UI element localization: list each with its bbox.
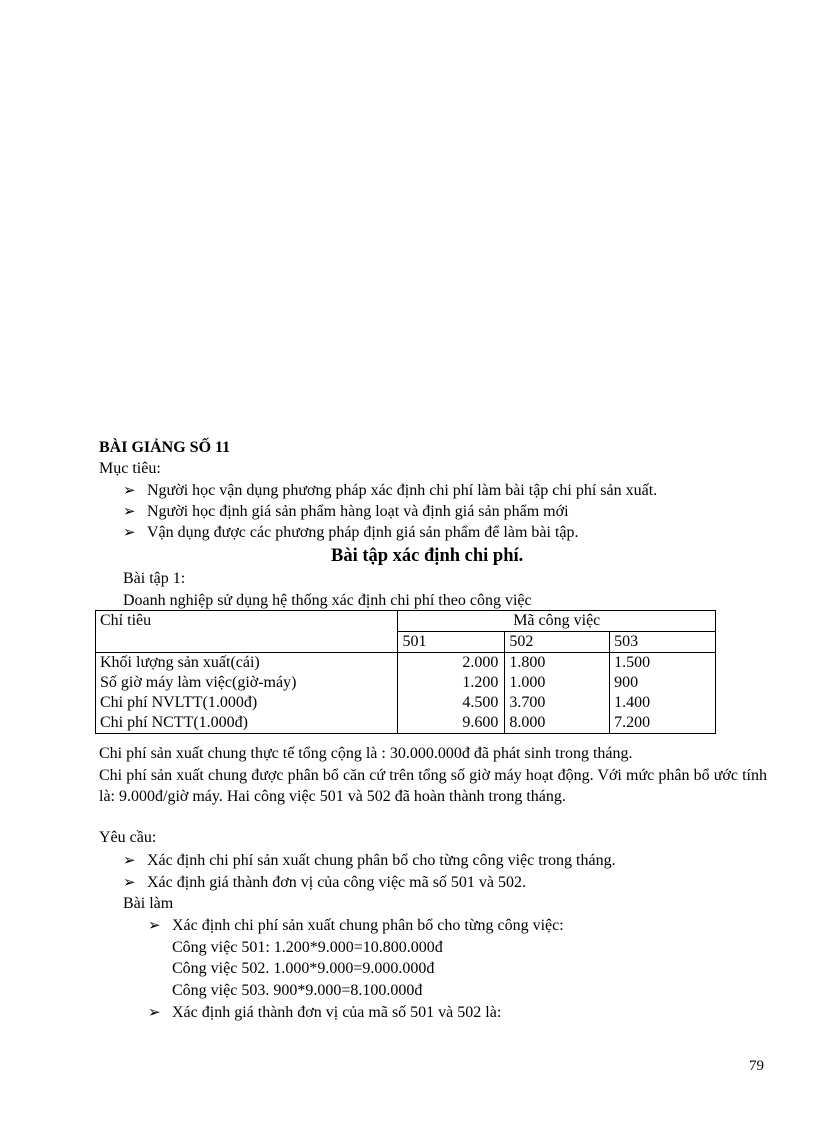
row-label: Số giờ máy làm việc(giờ-máy) xyxy=(96,673,398,693)
cell-value: 1.400 xyxy=(610,693,716,713)
cell-value: 7.200 xyxy=(610,713,716,734)
solution-step: ➢ Xác định giá thành đơn vị của mã số 501 và 502 là: xyxy=(148,1004,502,1021)
objectives-label: Mục tiêu: xyxy=(99,460,161,477)
cell-value: 1.500 xyxy=(610,653,716,674)
exercise-label: Bài tập 1: xyxy=(123,570,186,587)
section-title: Bài tập xác định chi phí. xyxy=(331,546,524,566)
header-item: Chỉ tiêu xyxy=(96,611,398,653)
row-label: Khối lượng sản xuất(cái) xyxy=(96,653,398,674)
exercise-intro: Doanh nghiệp sử dụng hệ thống xác định chi phí theo công việc xyxy=(123,592,532,609)
requirements-label: Yêu cầu: xyxy=(99,829,157,846)
arrow-bullet-icon: ➢ xyxy=(123,853,136,869)
solution-calc: Công việc 502. 1.000*9.000=9.000.000đ xyxy=(172,960,435,977)
requirement-item: ➢ Xác định chi phí sản xuất chung phân bổ cho từng công việc trong tháng. xyxy=(123,852,616,869)
lecture-heading: BÀI GIẢNG SỐ 11 xyxy=(99,439,231,456)
arrow-bullet-icon: ➢ xyxy=(123,525,136,541)
solution-step: ➢ Xác định chi phí sản xuất chung phân bổ cho từng công việc: xyxy=(148,917,564,934)
cell-value: 3.700 xyxy=(505,693,610,713)
cell-value: 4.500 xyxy=(398,693,505,713)
page-number: 79 xyxy=(749,1058,764,1074)
paragraph-actual-overhead: Chi phí sản xuất chung thực tế tổng cộng là : 30.000.000đ đã phát sinh trong tháng. xyxy=(99,745,633,762)
table-row xyxy=(96,673,716,693)
solution-calc: Công việc 503. 900*9.000=8.100.000đ xyxy=(172,982,423,999)
cell-value: 900 xyxy=(610,673,716,693)
requirement-item: ➢ Xác định giá thành đơn vị của công việc mã số 501 và 502. xyxy=(123,874,527,891)
solution-label: Bài làm xyxy=(123,895,174,912)
cost-table xyxy=(95,610,716,734)
solution-calc: Công việc 501: 1.200*9.000=10.800.000đ xyxy=(172,939,443,956)
objective-item: ➢ Vận dụng được các phương pháp định giá sản phẩm để làm bài tập. xyxy=(123,524,579,541)
objective-item: ➢ Người học định giá sản phẩm hàng loạt và định giá sản phẩm mới xyxy=(123,503,569,520)
table-row xyxy=(96,653,716,674)
table-row xyxy=(96,713,716,734)
cell-value: 8.000 xyxy=(505,713,610,734)
header-job-code: 502 xyxy=(505,632,610,653)
arrow-bullet-icon: ➢ xyxy=(123,483,136,499)
row-label: Chi phí NCTT(1.000đ) xyxy=(96,713,398,734)
paragraph-allocation: Chi phí sản xuất chung được phân bổ căn cứ trên tổng số giờ máy hoạt động. Với mức phân bổ ước tính là: 9.000đ/giờ máy. Hai công việc 501 và 502 đã hoàn thành trong tháng. xyxy=(99,767,767,805)
arrow-bullet-icon: ➢ xyxy=(123,504,136,520)
header-job-group: Mã công việc xyxy=(398,611,716,632)
header-job-code: 503 xyxy=(610,632,716,653)
cell-value: 1.800 xyxy=(505,653,610,674)
cell-value: 1.000 xyxy=(505,673,610,693)
header-job-code: 501 xyxy=(398,632,505,653)
cell-value: 9.600 xyxy=(398,713,505,734)
cell-value: 1.200 xyxy=(398,673,505,693)
objective-item: ➢ Người học vận dụng phương pháp xác định chi phí làm bài tập chi phí sản xuất. xyxy=(123,482,658,499)
row-label: Chi phí NVLTT(1.000đ) xyxy=(96,693,398,713)
arrow-bullet-icon: ➢ xyxy=(123,875,136,891)
arrow-bullet-icon: ➢ xyxy=(148,1005,161,1021)
table-row xyxy=(96,693,716,713)
cell-value: 2.000 xyxy=(398,653,505,674)
arrow-bullet-icon: ➢ xyxy=(148,918,161,934)
